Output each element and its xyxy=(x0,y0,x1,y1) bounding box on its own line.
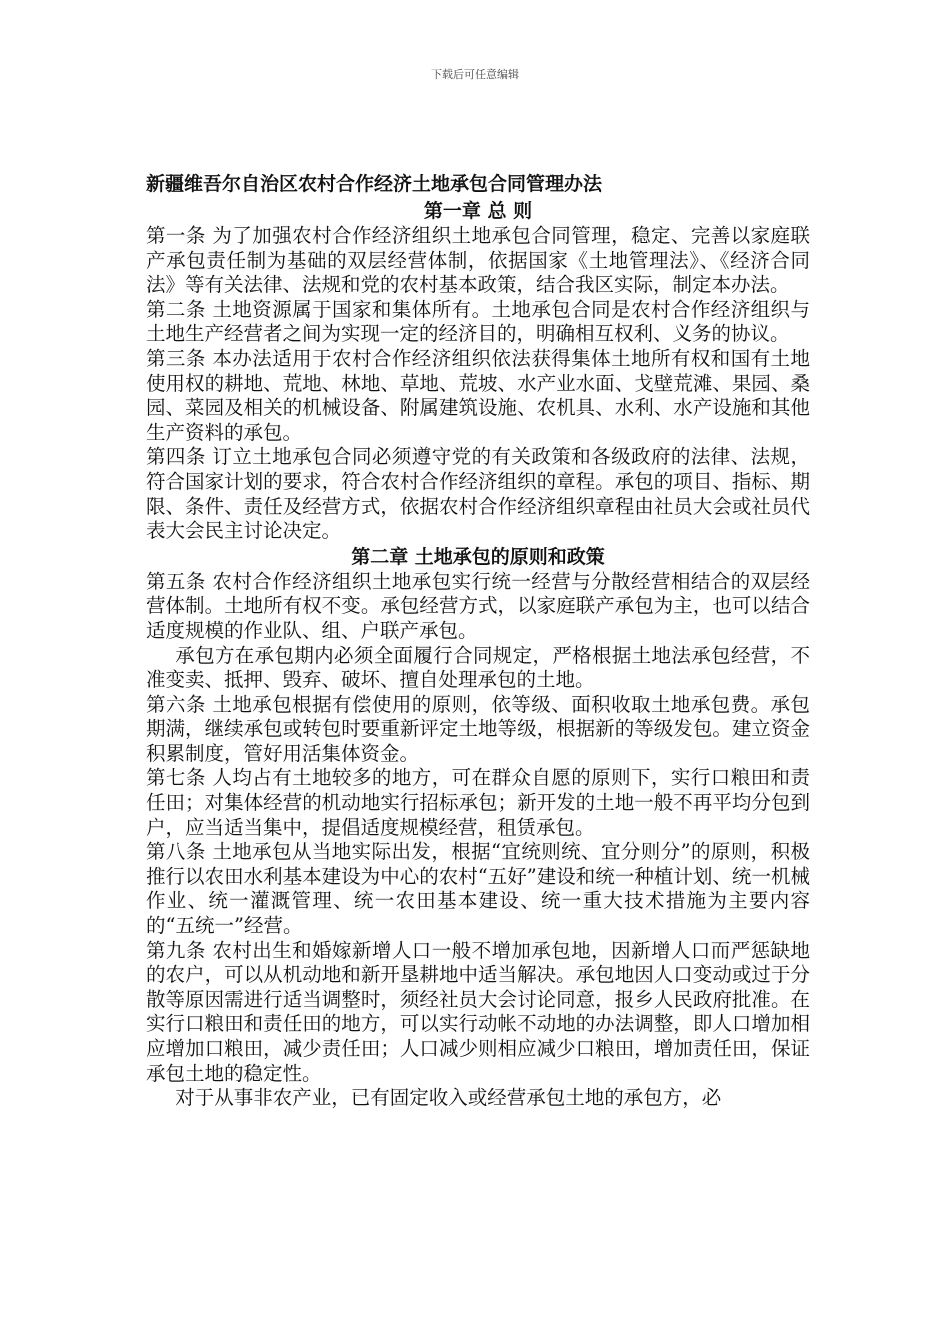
chapter-heading-2: 第二章 土地承包的原则和政策 xyxy=(351,545,605,568)
article-3: 第三条 本办法适用于农村合作经济组织依法获得集体土地所有权和国有土地使用权的耕地、荒地、林地、草地、荒坡、水产业水面、戈壁荒滩、果园、桑园、菜园及相关的机械设备、附属建筑设施、农机具、水利、水产设施和其他生产资料的承包。 xyxy=(146,346,810,444)
article-5: 第五条 农村合作经济组织土地承包实行统一经营与分散经营相结合的双层经营体制。土地所有权不变。承包经营方式，以家庭联产承包为主，也可以结合适度规模的作业队、组、户联产承包。 xyxy=(146,569,810,642)
article-4: 第四条 订立土地承包合同必须遵守党的有关政策和各级政府的法律、法规，符合国家计划的要求，符合农村合作经济组织的章程。承包的项目、指标、期限、条件、责任及经营方式，依据农村合作经济组织章程由社员大会或社员代表大会民主讨论决定。 xyxy=(146,445,810,543)
article-9: 第九条 农村出生和婚嫁新增人口一般不增加承包地，因新增人口而严惩缺地的农户，可以从机动地和新开垦耕地中适当解决。承包地因人口变动或过于分散等原因需进行适当调整时，须经社员大会讨论同意，报乡人民政府批准。在实行口粮田和责任田的地方，可以实行动帐不动地的办法调整，即人口增加相应增加口粮田，减少责任田；人口减少则相应减少口粮田，增加责任田，保证承包土地的稳定性。 xyxy=(146,938,810,1085)
article-2: 第二条 土地资源属于国家和集体所有。土地承包合同是农村合作经济组织与土地生产经营者之间为实现一定的经济目的，明确相互权利、义务的协议。 xyxy=(146,297,810,346)
article-1: 第一条 为了加强农村合作经济组织土地承包合同管理，稳定、完善以家庭联产承包责任制为基础的双层经营体制，依据国家《土地管理法》、《经济合同法》等有关法律、法规和党的农村基本政策，结合我区实际，制定本办法。 xyxy=(146,224,810,297)
chapter-heading-1: 第一章 总 则 xyxy=(423,200,533,222)
article-7: 第七条 人均占有土地较多的地方，可在群众自愿的原则下，实行口粮田和责任田；对集体经营的机动地实行招标承包；新开发的土地一般不再平均分包到户，应当适当集中，提倡适度规模经营，租赁承包。 xyxy=(146,766,810,839)
article-6: 第六条 土地承包根据有偿使用的原则，依等级、面积收取土地承包费。承包期满，继续承包或转包时要重新评定土地等级，根据新的等级发包。建立资金积累制度，管好用活集体资金。 xyxy=(146,692,810,765)
page-header-note: 下载后可任意编辑 xyxy=(431,68,519,81)
article-8: 第八条 土地承包从当地实际出发，根据“宜统则统、宜分则分”的原则，积极推行以农田水利基本建设为中心的农村“五好”建设和统一种植计划、统一机械作业、统一灌溉管理、统一农田基本建设、统一重大技术措施为主要内容的“五统一”经营。 xyxy=(146,840,810,938)
document-title: 新疆维吾尔自治区农村合作经济土地承包合同管理办法 xyxy=(146,173,603,195)
article-5-paragraph-2: 承包方在承包期内必须全面履行合同规定，严格根据土地法承包经营，不准变卖、抵押、毁弃、破坏、擅自处理承包的土地。 xyxy=(146,643,810,692)
document-body xyxy=(146,170,810,1111)
article-9-paragraph-2: 对于从事非农产业，已有固定收入或经营承包土地的承包方，必 xyxy=(175,1086,722,1110)
